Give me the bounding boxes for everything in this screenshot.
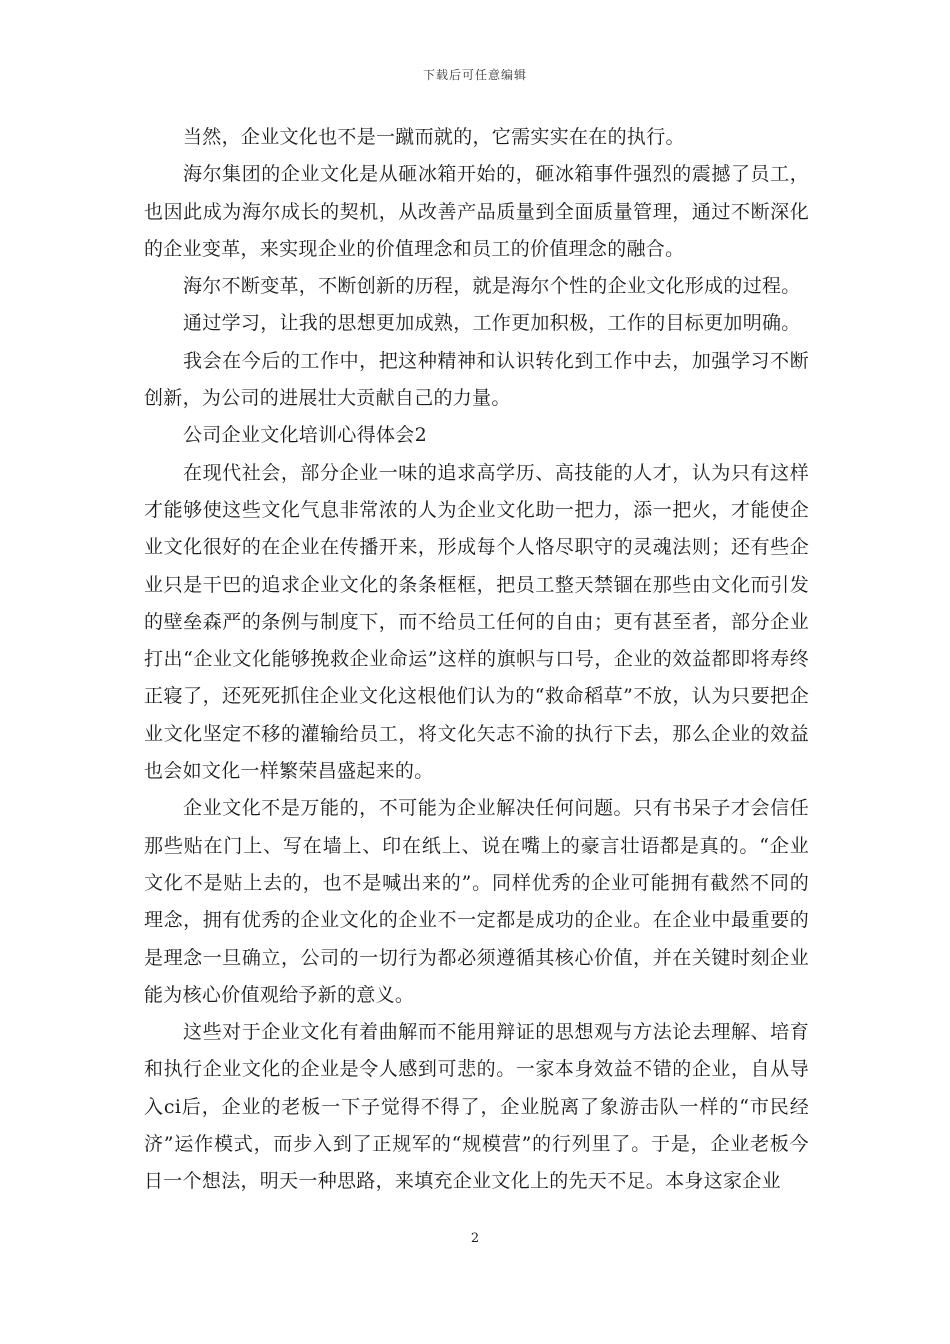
paragraph: 当然，企业文化也不是一蹴而就的，它需实实在在的执行。: [183, 126, 685, 148]
document-body: [144, 119, 809, 1201]
page-header: 下载后可任意编辑: [422, 68, 527, 82]
paragraph: 我会在今后的工作中，把这种精神和认识转化到工作中去，加强学习不断创新，为公司的进展壮大贡献自己的力量。: [144, 349, 809, 410]
paragraph: 海尔不断变革，不断创新的历程，就是海尔个性的企业文化形成的过程。: [183, 275, 801, 298]
page-number: 2: [470, 1231, 480, 1246]
paragraph: 通过学习，让我的思想更加成熟，工作更加积极，工作的目标更加明确。: [183, 312, 801, 335]
paragraph: 这些对于企业文化有着曲解而不能用辩证的思想观与方法论去理解、培育和执行企业文化的企业是令人感到可悲的。一家本身效益不错的企业，自从导入ci后，企业的老板一下子觉得不得了，企业脱离了象游击队一样的“市民经济”运作模式，而步入到了正规军的“规模营”的行列里了。于是，企业老板今日一个想法，明天一种思路，来填充企业文化上的先天不足。本身这家企业: [144, 1021, 809, 1193]
section-heading: 公司企业文化培训心得体会2: [183, 424, 427, 447]
paragraph: 在现代社会，部分企业一味的追求高学历、高技能的人才，认为只有这样才能够使这些文化气息非常浓的人为企业文化助一把力，添一把火，才能使企业文化很好的在企业在传播开来，形成每个人恪尽职守的灵魂法则；还有些企业只是干巴的追求企业文化的条条框框，把员工整天禁锢在那些由文化而引发的壁垒森严的条例与制度下，而不给员工任何的自由；更有甚至者，部分企业打出“企业文化能够挽救企业命运”这样的旗帜与口号，企业的效益都即将寿终正寝了，还死死抓住企业文化这根他们认为的“救命稻草”不放，认为只要把企业文化坚定不移的灌输给员工，将文化矢志不渝的执行下去，那么企业的效益也会如文化一样繁荣昌盛起来的。: [144, 461, 809, 783]
paragraph: 海尔集团的企业文化是从砸冰箱开始的，砸冰箱事件强烈的震撼了员工，也因此成为海尔成长的契机，从改善产品质量到全面质量管理，通过不断深化的企业变革，来实现企业的价值理念和员工的价值理念的融合。: [144, 163, 809, 260]
paragraph: 企业文化不是万能的，不可能为企业解决任何问题。只有书呆子才会信任那些贴在门上、写在墙上、印在纸上、说在嘴上的豪言壮语都是真的。“企业文化不是贴上去的，也不是喊出来的”。同样优秀的企业可能拥有截然不同的理念，拥有优秀的企业文化的企业不一定都是成功的企业。在企业中最重要的是理念一旦确立，公司的一切行为都必须遵循其核心价值，并在关键时刻企业能为核心价值观给予新的意义。: [144, 797, 809, 1006]
